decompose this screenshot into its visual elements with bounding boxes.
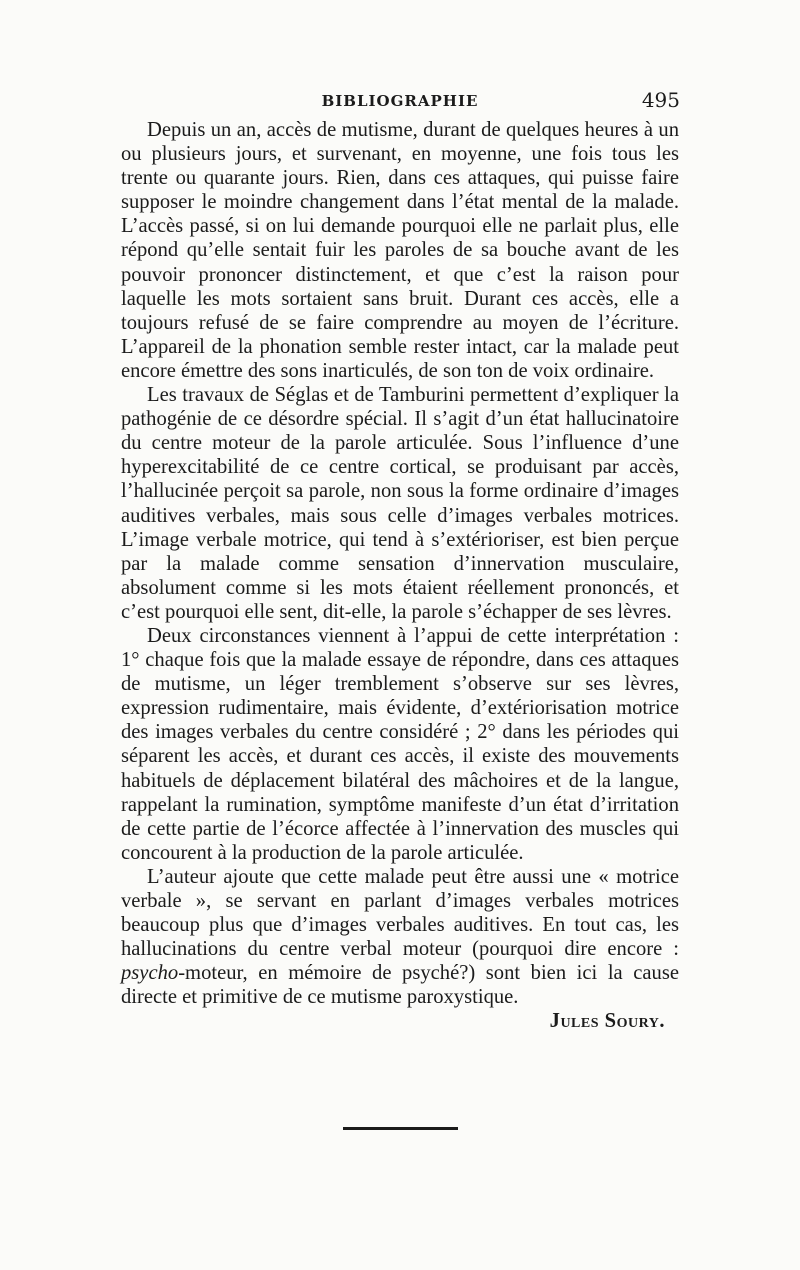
running-title: BIBLIOGRAPHIE	[321, 92, 479, 110]
end-rule	[343, 1127, 458, 1130]
paragraph-2: Les travaux de Séglas et de Tamburini permettent d’expliquer la pathogénie de ce désordre spécial. Il s’agit d’un état hallucinatoire du centre moteur de la parole articulée. Sous l’influence d’une hyperexcitabilité de ce centre cortical, se produisant par accès, l’hallucinée perçoit sa parole, non sous la forme ordinaire d’images auditives verbales, mais sous celle d’images verbales motrices. L’image verbale motrice, qui tend à s’extérioriser, est bien perçue par la malade comme sensation d’innervation musculaire, absolument comme si les mots étaient réellement prononcés, et c’est pourquoi elle sent, dit-elle, la parole s’échapper de ses lèvres.	[121, 384, 679, 623]
paragraph-4	[121, 865, 679, 1010]
page-number: 495	[641, 88, 680, 112]
paragraph-3: Deux circonstances viennent à l’appui de cette interprétation : 1° chaque fois que la malade essaye de répondre, dans ces attaques de mutisme, un léger tremblement s’observe sur ses lèvres, expression rudimentaire, mais évidente, d’extériorisation motrice des images verbales du centre considéré ; 2° dans les périodes qui séparent les accès, et durant ces accès, il existe des mouvements habituels de déplacement bilatéral des mâchoires et de la langue, rappelant la rumination, symptôme manifeste d’un état d’irritation de cette partie de l’écorce affectée à l’innervation des muscles qui concourent à la production de la parole articulée.	[121, 624, 679, 864]
paragraph-4-italic: psycho	[121, 962, 179, 985]
paragraph-4-text-b: -moteur, en mémoire de psyché?) sont bien ici la cause directe et primitive de ce mutisme paroxystique.	[121, 962, 679, 1009]
paragraph-4-text-a: L’auteur ajoute que cette malade peut être aussi une « motrice verbale », se servant en parlant d’images verbales motrices beaucoup plus que d’images verbales auditives. En tout cas, les hallucinations du centre verbal moteur (pourquoi dire encore :	[121, 865, 679, 961]
author-signature: Jules Soury.	[549, 1010, 665, 1033]
running-header	[120, 88, 680, 112]
paragraph-1: Depuis un an, accès de mutisme, durant de quelques heures à un ou plusieurs jours, et survenant, en moyenne, une fois tous les trente ou quarante jours. Rien, dans ces attaques, qui puisse faire supposer le moindre changement dans l’état mental de la malade. L’accès passé, si on lui demande pourquoi elle ne parlait plus, elle répond qu’elle sentait fuir les paroles de sa bouche avant de les pouvoir prononcer distinctement, et que c’est la raison pour laquelle les mots sortaient sans bruit. Durant ces accès, elle a toujours refusé de se faire comprendre au moyen de l’écriture. L’appareil de la phonation semble rester intact, car la malade peut encore émettre des sons inarticulés, de son ton de voix ordinaire.	[121, 119, 679, 382]
body-text	[121, 118, 679, 1034]
